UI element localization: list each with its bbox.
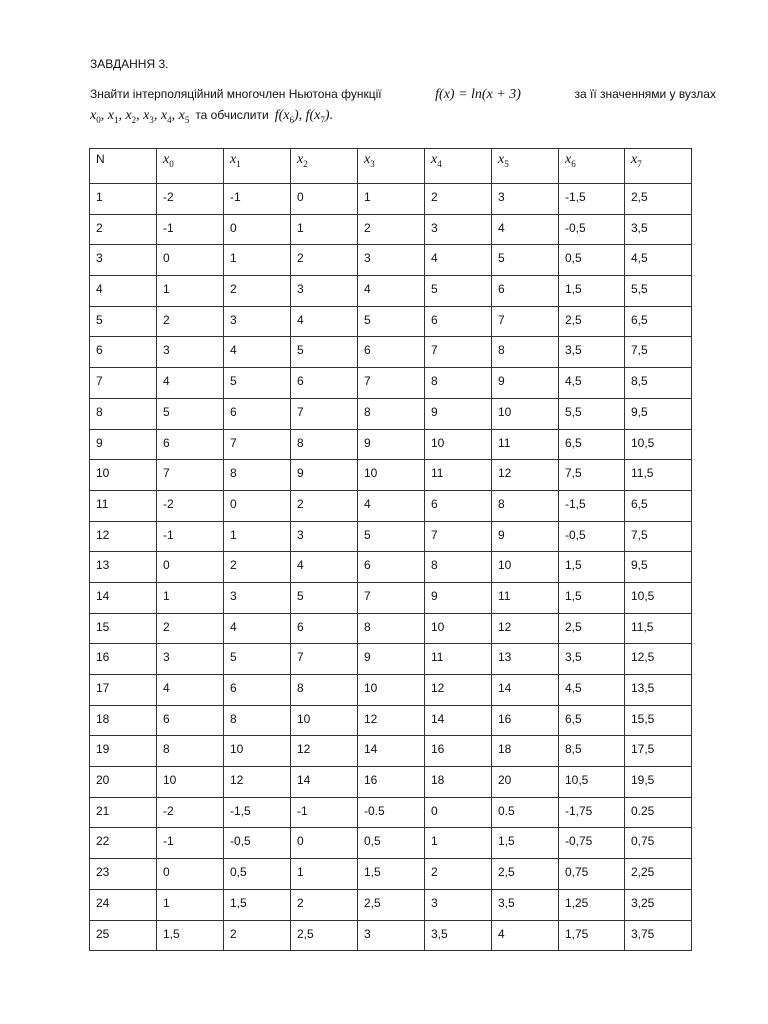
table-cell: 3 xyxy=(358,920,425,951)
table-cell: 12 xyxy=(358,705,425,736)
table-cell: 9 xyxy=(358,644,425,675)
table-cell: 1,5 xyxy=(157,920,224,951)
table-cell: 1,5 xyxy=(559,582,625,613)
table-cell: 16 xyxy=(90,644,157,675)
header-x1: $x_1$ xyxy=(224,149,291,184)
table-cell: 10,5 xyxy=(625,429,692,460)
table-cell: 10 xyxy=(358,675,425,706)
table-cell: 8 xyxy=(291,429,358,460)
table-cell: -0,5 xyxy=(559,214,625,245)
table-cell: 7 xyxy=(157,460,224,491)
table-cell: 6 xyxy=(157,429,224,460)
table-cell: 2,25 xyxy=(625,859,692,890)
table-cell: 10 xyxy=(425,613,492,644)
table-cell: 3,5 xyxy=(559,644,625,675)
table-cell: 8 xyxy=(90,398,157,429)
table-cell: 3 xyxy=(224,582,291,613)
table-cell: -0,75 xyxy=(559,828,625,859)
table-cell: 4 xyxy=(291,552,358,583)
table-cell: 3 xyxy=(425,889,492,920)
nodes-list: $x_0$, $x_1$, $x_2$, $x_3$, $x_4$, $x_5$ xyxy=(90,108,190,125)
table-cell: -1 xyxy=(291,797,358,828)
table-cell: 11 xyxy=(492,429,559,460)
table-cell: 16 xyxy=(492,705,559,736)
task-title: ЗАВДАННЯ 3. xyxy=(90,57,169,71)
table-cell: 2,5 xyxy=(559,613,625,644)
table-row xyxy=(90,889,692,920)
function-formula: f(x) = ln(x + 3) xyxy=(435,87,521,102)
table-cell: 7 xyxy=(358,368,425,399)
table-row xyxy=(90,398,692,429)
table-cell: 14 xyxy=(90,582,157,613)
table-cell: 8 xyxy=(425,368,492,399)
table-cell: 1 xyxy=(224,245,291,276)
table-cell: 2,5 xyxy=(291,920,358,951)
table-cell: 2 xyxy=(224,276,291,307)
header-x5: $x_5$ xyxy=(492,149,559,184)
table-cell: 3,5 xyxy=(492,889,559,920)
evaluate-points: $f(x_6)$, $f(x_7)$. xyxy=(274,108,334,125)
table-cell: 8 xyxy=(157,736,224,767)
table-cell: 17 xyxy=(90,675,157,706)
table-cell: 3,25 xyxy=(625,889,692,920)
table-cell: 0 xyxy=(224,490,291,521)
table-row xyxy=(90,920,692,951)
table-row xyxy=(90,552,692,583)
table-cell: 8 xyxy=(224,460,291,491)
table-cell: -0,5 xyxy=(559,521,625,552)
table-cell: 9 xyxy=(492,521,559,552)
table-cell: 0 xyxy=(157,859,224,890)
table-cell: 9 xyxy=(358,429,425,460)
table-cell: 1 xyxy=(90,184,157,215)
task-statement-line-1 xyxy=(90,86,716,103)
table-cell: 4,5 xyxy=(559,368,625,399)
table-row xyxy=(90,184,692,215)
table-cell: 1 xyxy=(157,276,224,307)
table-cell: -2 xyxy=(157,490,224,521)
table-cell: 0 xyxy=(224,214,291,245)
table-cell: 1,5 xyxy=(559,552,625,583)
table-cell: 18 xyxy=(492,736,559,767)
table-row xyxy=(90,429,692,460)
table-cell: 2 xyxy=(291,889,358,920)
table-cell: 10 xyxy=(291,705,358,736)
table-cell: 18 xyxy=(425,767,492,798)
table-cell: 2,5 xyxy=(559,306,625,337)
table-cell: 2,5 xyxy=(358,889,425,920)
table-cell: 10 xyxy=(425,429,492,460)
table-cell: 11,5 xyxy=(625,613,692,644)
table-cell: 14 xyxy=(358,736,425,767)
table-cell: 1,5 xyxy=(358,859,425,890)
table-cell: 6 xyxy=(224,675,291,706)
table-cell: 7,5 xyxy=(625,337,692,368)
table-row xyxy=(90,214,692,245)
table-cell: -0.5 xyxy=(358,797,425,828)
table-cell: 1 xyxy=(425,828,492,859)
table-cell: 3,5 xyxy=(559,337,625,368)
table-cell: 4 xyxy=(492,920,559,951)
table-row xyxy=(90,245,692,276)
table-cell: 12 xyxy=(425,675,492,706)
table-cell: 6 xyxy=(90,337,157,368)
table-cell: 3 xyxy=(157,337,224,368)
table-cell: 2,5 xyxy=(625,184,692,215)
table-cell: 1 xyxy=(291,859,358,890)
table-cell: 7 xyxy=(291,398,358,429)
table-cell: 11 xyxy=(425,644,492,675)
table-cell: 2 xyxy=(425,184,492,215)
table-cell: 11 xyxy=(425,460,492,491)
header-x0: $x_0$ xyxy=(157,149,224,184)
table-cell: 8 xyxy=(492,337,559,368)
table-cell: 6,5 xyxy=(625,490,692,521)
table-cell: 8,5 xyxy=(559,736,625,767)
table-cell: 0,5 xyxy=(559,245,625,276)
table-cell: 3 xyxy=(492,184,559,215)
table-cell: 11 xyxy=(90,490,157,521)
table-cell: 7 xyxy=(224,429,291,460)
table-cell: 16 xyxy=(425,736,492,767)
table-cell: 2 xyxy=(224,920,291,951)
table-cell: 16 xyxy=(358,767,425,798)
table-cell: 2 xyxy=(358,214,425,245)
table-cell: 3 xyxy=(157,644,224,675)
table-cell: 6 xyxy=(291,368,358,399)
table-cell: 0 xyxy=(157,245,224,276)
table-cell: 9,5 xyxy=(625,398,692,429)
table-cell: 5,5 xyxy=(625,276,692,307)
task-statement xyxy=(90,86,716,128)
table-row xyxy=(90,859,692,890)
table-cell: 0 xyxy=(291,828,358,859)
table-cell: 1,5 xyxy=(492,828,559,859)
table-cell: 1 xyxy=(224,521,291,552)
table-cell: 6,5 xyxy=(625,306,692,337)
table-cell: -1 xyxy=(157,828,224,859)
table-cell: 1,25 xyxy=(559,889,625,920)
table-cell: 1 xyxy=(358,184,425,215)
table-row xyxy=(90,736,692,767)
table-row xyxy=(90,582,692,613)
table-cell: 10,5 xyxy=(625,582,692,613)
table-cell: 6 xyxy=(157,705,224,736)
table-cell: 0.5 xyxy=(492,797,559,828)
table-cell: 13 xyxy=(90,552,157,583)
table-cell: 9 xyxy=(291,460,358,491)
header-x7: $x_7$ xyxy=(625,149,692,184)
table-cell: 8 xyxy=(224,705,291,736)
table-row xyxy=(90,521,692,552)
table-cell: 11 xyxy=(492,582,559,613)
table-cell: 0 xyxy=(291,184,358,215)
table-cell: 7,5 xyxy=(625,521,692,552)
variants-table xyxy=(89,148,692,951)
table-cell: 4 xyxy=(358,276,425,307)
table-row xyxy=(90,828,692,859)
table-cell: 0.25 xyxy=(625,797,692,828)
table-cell: 12 xyxy=(492,460,559,491)
table-cell: 5 xyxy=(358,306,425,337)
table-cell: 3,75 xyxy=(625,920,692,951)
header-x2: $x_2$ xyxy=(291,149,358,184)
table-cell: 6 xyxy=(425,306,492,337)
table-cell: -1 xyxy=(157,214,224,245)
table-cell: 3 xyxy=(291,521,358,552)
table-cell: 12 xyxy=(224,767,291,798)
table-cell: -1 xyxy=(157,521,224,552)
table-cell: 21 xyxy=(90,797,157,828)
table-cell: 4 xyxy=(157,675,224,706)
task-text-mid: за її значеннями у вузлах xyxy=(574,87,716,101)
table-cell: 8 xyxy=(358,398,425,429)
table-cell: 6,5 xyxy=(559,429,625,460)
table-cell: 19 xyxy=(90,736,157,767)
table-cell: 4 xyxy=(425,245,492,276)
table-cell: 11,5 xyxy=(625,460,692,491)
table-cell: -1,75 xyxy=(559,797,625,828)
table-cell: 3 xyxy=(425,214,492,245)
table-cell: 20 xyxy=(492,767,559,798)
table-cell: 12 xyxy=(291,736,358,767)
table-cell: 4 xyxy=(224,613,291,644)
table-cell: 5,5 xyxy=(559,398,625,429)
table-cell: -1 xyxy=(224,184,291,215)
table-cell: -1,5 xyxy=(224,797,291,828)
table-cell: 5 xyxy=(291,337,358,368)
table-cell: 6 xyxy=(492,276,559,307)
table-cell: 2 xyxy=(291,490,358,521)
table-cell: 8 xyxy=(492,490,559,521)
table-cell: 8 xyxy=(291,675,358,706)
table-cell: 2 xyxy=(157,306,224,337)
task-text-start: Знайти інтерполяційний многочлен Ньютона функції xyxy=(90,87,382,101)
table-row xyxy=(90,306,692,337)
table-cell: 7 xyxy=(291,644,358,675)
table-cell: 19,5 xyxy=(625,767,692,798)
table-cell: 14 xyxy=(492,675,559,706)
table-cell: 9 xyxy=(425,582,492,613)
table-cell: 0,75 xyxy=(625,828,692,859)
table-cell: 17,5 xyxy=(625,736,692,767)
table-cell: 6 xyxy=(358,337,425,368)
table-cell: 0,5 xyxy=(358,828,425,859)
table-cell: 14 xyxy=(291,767,358,798)
table-cell: 2 xyxy=(90,214,157,245)
table-cell: 13 xyxy=(492,644,559,675)
table-header-row xyxy=(90,149,692,184)
table-cell: 0 xyxy=(425,797,492,828)
table-cell: 7 xyxy=(425,521,492,552)
table-row xyxy=(90,613,692,644)
table-cell: 9 xyxy=(425,398,492,429)
table-cell: 4 xyxy=(90,276,157,307)
table-cell: 10 xyxy=(224,736,291,767)
table-cell: 4,5 xyxy=(559,675,625,706)
table-cell: 10,5 xyxy=(559,767,625,798)
table-cell: 15,5 xyxy=(625,705,692,736)
header-n: N xyxy=(90,149,157,184)
table-cell: 4 xyxy=(291,306,358,337)
table-row xyxy=(90,705,692,736)
table-cell: 6,5 xyxy=(559,705,625,736)
table-cell: 7 xyxy=(425,337,492,368)
table-row xyxy=(90,337,692,368)
table-cell: 13,5 xyxy=(625,675,692,706)
table-cell: 14 xyxy=(425,705,492,736)
header-x6: $x_6$ xyxy=(559,149,625,184)
table-cell: 5 xyxy=(224,644,291,675)
table-cell: -2 xyxy=(157,797,224,828)
table-cell: 9 xyxy=(90,429,157,460)
table-cell: 1 xyxy=(157,582,224,613)
table-cell: 2 xyxy=(157,613,224,644)
table-cell: 9 xyxy=(492,368,559,399)
table-cell: 8 xyxy=(425,552,492,583)
table-cell: 0,75 xyxy=(559,859,625,890)
table-body xyxy=(90,184,692,951)
table-cell: 10 xyxy=(492,398,559,429)
table-cell: 4 xyxy=(157,368,224,399)
table-cell: 5 xyxy=(157,398,224,429)
table-cell: 18 xyxy=(90,705,157,736)
table-cell: 6 xyxy=(224,398,291,429)
table-cell: 5 xyxy=(358,521,425,552)
table-cell: 0 xyxy=(157,552,224,583)
table-cell: -0,5 xyxy=(224,828,291,859)
table-cell: 1 xyxy=(291,214,358,245)
table-cell: 5 xyxy=(90,306,157,337)
table-cell: 3,5 xyxy=(425,920,492,951)
table-cell: 15 xyxy=(90,613,157,644)
table-cell: 3 xyxy=(90,245,157,276)
table-cell: 4 xyxy=(358,490,425,521)
table-cell: 10 xyxy=(90,460,157,491)
table-cell: 4 xyxy=(224,337,291,368)
table-cell: 12,5 xyxy=(625,644,692,675)
table-cell: 5 xyxy=(492,245,559,276)
table-cell: -1,5 xyxy=(559,490,625,521)
table-cell: 10 xyxy=(492,552,559,583)
table-cell: 22 xyxy=(90,828,157,859)
task-text-end: та обчислити xyxy=(195,108,269,122)
table-cell: 5 xyxy=(425,276,492,307)
table-cell: 5 xyxy=(224,368,291,399)
table-cell: 3 xyxy=(224,306,291,337)
table-row xyxy=(90,797,692,828)
table-cell: 23 xyxy=(90,859,157,890)
table-cell: 2 xyxy=(291,245,358,276)
table-cell: 12 xyxy=(90,521,157,552)
table-cell: 0,5 xyxy=(224,859,291,890)
table-cell: 2 xyxy=(425,859,492,890)
task-statement-line-2 xyxy=(90,107,716,128)
header-x4: $x_4$ xyxy=(425,149,492,184)
header-x3: $x_3$ xyxy=(358,149,425,184)
table-row xyxy=(90,644,692,675)
table-cell: 3,5 xyxy=(625,214,692,245)
table-cell: 1 xyxy=(157,889,224,920)
table-cell: 2,5 xyxy=(492,859,559,890)
table-cell: 6 xyxy=(425,490,492,521)
table-row xyxy=(90,368,692,399)
table-cell: 8,5 xyxy=(625,368,692,399)
table-cell: 20 xyxy=(90,767,157,798)
table-cell: 10 xyxy=(358,460,425,491)
table-cell: 2 xyxy=(224,552,291,583)
table-cell: 7,5 xyxy=(559,460,625,491)
table-cell: 9,5 xyxy=(625,552,692,583)
table-cell: 25 xyxy=(90,920,157,951)
table-cell: 7 xyxy=(358,582,425,613)
table-cell: 6 xyxy=(291,613,358,644)
table-cell: 8 xyxy=(358,613,425,644)
table-row xyxy=(90,460,692,491)
table-cell: 10 xyxy=(157,767,224,798)
table-cell: 5 xyxy=(291,582,358,613)
table-cell: 4 xyxy=(492,214,559,245)
table-cell: 6 xyxy=(358,552,425,583)
table-cell: 24 xyxy=(90,889,157,920)
table-cell: -1,5 xyxy=(559,184,625,215)
table-cell: 1,5 xyxy=(559,276,625,307)
table-row xyxy=(90,767,692,798)
table-row xyxy=(90,675,692,706)
table-cell: 12 xyxy=(492,613,559,644)
table-cell: 1,75 xyxy=(559,920,625,951)
table-row xyxy=(90,276,692,307)
table-cell: 1,5 xyxy=(224,889,291,920)
table-cell: -2 xyxy=(157,184,224,215)
table-row xyxy=(90,490,692,521)
table-cell: 7 xyxy=(90,368,157,399)
table-cell: 7 xyxy=(492,306,559,337)
table-cell: 3 xyxy=(291,276,358,307)
table-cell: 3 xyxy=(358,245,425,276)
table-cell: 4,5 xyxy=(625,245,692,276)
